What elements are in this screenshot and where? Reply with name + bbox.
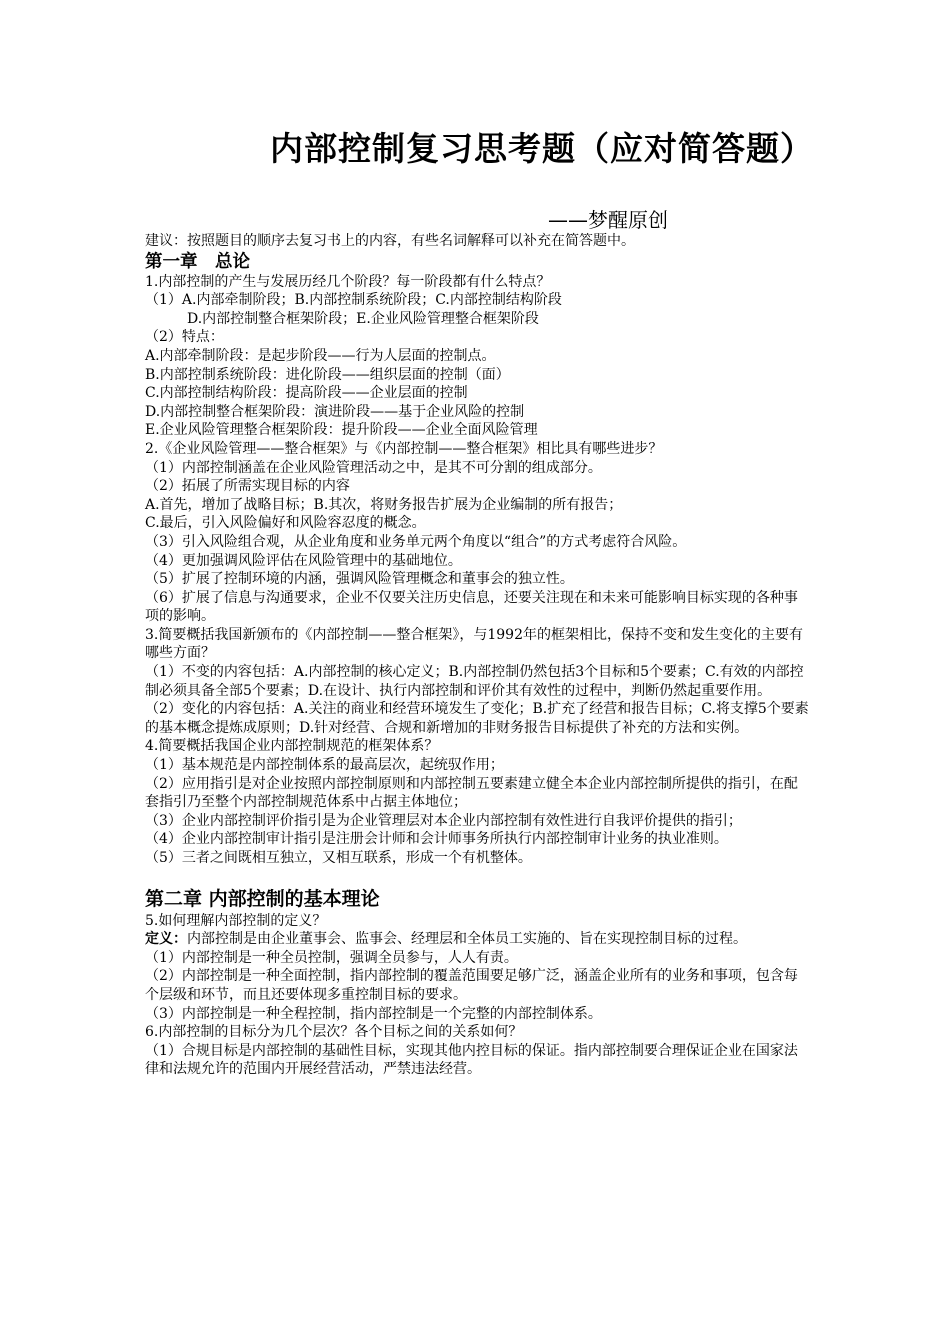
definition-label: 定义： [145, 931, 187, 948]
advice-text: 建议：按照题目的顺序去复习书上的内容，有些名词解释可以补充在简答题中。 [145, 233, 635, 249]
answer-line: （3）引入风险组合观，从企业角度和业务单元两个角度以“组合”的方式考虑符合风险。 [145, 533, 687, 550]
definition-text: 内部控制是由企业董事会、监事会、经理层和全体员工实施的、旨在实现控制目标的过程。 [187, 931, 747, 948]
answer-line: C.最后，引入风险偏好和风险容忍度的概念。 [145, 515, 426, 532]
definition [145, 930, 810, 949]
answer-line: （2）变化的内容包括：A.关注的商业和经营环境发生了变化；B.扩充了经营和报告目标；C.将支撑5个要素的基本概念提炼成原则；D.针对经营、合规和新增加的非财务报告目标提供了补充的方法和实例。 [145, 701, 809, 736]
question: 3.简要概括我国新颁布的《内部控制——整合框架》，与1992年的框架相比，保持不变和发生变化的主要有哪些方面？ [145, 626, 803, 662]
answer-line: （1）A.内部牵制阶段；B.内部控制系统阶段；C.内部控制结构阶段 [145, 292, 562, 309]
question: 6.内部控制的目标分为几个层次？各个目标之间的关系如何？ [145, 1024, 523, 1041]
chapter-heading: 第一章 总论 [145, 251, 250, 272]
answer-line: （2）应用指引是对企业按照内部控制原则和内部控制五要素建立健全本企业内部控制所提供的指引，在配套指引乃至整个内部控制规范体系中占据主体地位； [145, 775, 798, 811]
answer-line: （1）合规目标是内部控制的基础性目标，实现其他内控目标的保证。指内部控制要合理保证企业在国家法律和法规允许的范围内开展经营活动，严禁违法经营。 [145, 1042, 798, 1078]
answer-line: （3）内部控制是一种全程控制，指内部控制是一个完整的内部控制体系。 [145, 1005, 602, 1022]
answer-line: D.内部控制整合框架阶段；E.企业风险管理整合框架阶段 [187, 310, 539, 327]
answer-line: A.首先，增加了战略目标；B.其次，将财务报告扩展为企业编制的所有报告； [145, 496, 623, 513]
answer-line: （4）企业内部控制审计指引是注册会计师和会计师事务所执行内部控制审计业务的执业准则。 [145, 831, 728, 848]
question: 5.如何理解内部控制的定义？ [145, 912, 327, 929]
answer-line: （6）扩展了信息与沟通要求，企业不仅要关注历史信息，还要关注现在和未来可能影响目标实现的各种事项的影响。 [145, 589, 798, 625]
answer-line: D.内部控制整合框架阶段：演进阶段——基于企业风险的控制 [145, 403, 525, 420]
answer-line: （1）内部控制涵盖在企业风险管理活动之中，是其不可分割的组成部分。 [145, 459, 602, 476]
answer-line: （2）特点： [145, 329, 224, 346]
chapter-heading: 第二章 内部控制的基本理论 [145, 887, 380, 910]
answer-line: （5）三者之间既相互独立，又相互联系，形成一个有机整体。 [145, 850, 532, 866]
answer-line: A.内部牵制阶段：是起步阶段——行为人层面的控制点。 [145, 347, 496, 364]
question: 4.简要概括我国企业内部控制规范的框架体系？ [145, 738, 439, 755]
answer-line: （5）扩展了控制环境的内涵，强调风险管理概念和董事会的独立性。 [145, 571, 574, 588]
answer-line: C.内部控制结构阶段：提高阶段——企业层面的控制 [145, 385, 468, 402]
answer-line: （1）不变的内容包括：A.内部控制的核心定义；B.内部控制仍然包括3个目标和5个要素；C.有效的内部控制必须具备全部5个要素；D.在设计、执行内部控制和评价其有效性的过程中，判断仍然起重要作用。 [145, 664, 804, 699]
answer-line: E.企业风险管理整合框架阶段：提升阶段——企业全面风险管理 [145, 422, 538, 439]
page-title: 内部控制复习思考题（应对简答题） [270, 129, 814, 168]
answer-line: （3）企业内部控制评价指引是为企业管理层对本企业内部控制有效性进行自我评价提供的指引； [145, 812, 742, 829]
document-body [145, 232, 810, 1079]
question: 2.《企业风险管理——整合框架》与《内部控制——整合框架》相比具有哪些进步？ [145, 440, 663, 457]
answer-line: B.内部控制系统阶段：进化阶段——组织层面的控制（面） [145, 366, 510, 383]
answer-line: （1）内部控制是一种全员控制，强调全员参与，人人有责。 [145, 949, 518, 966]
author-line: ——梦醒原创 [548, 208, 668, 232]
answer-line: （1）基本规范是内部控制体系的最高层次，起统驭作用； [145, 757, 504, 774]
answer-line: （2）内部控制是一种全面控制，指内部控制的覆盖范围要足够广泛，涵盖企业所有的业务和事项，包含每个层级和环节，而且还要体现多重控制目标的要求。 [145, 968, 798, 1003]
answer-line: （4）更加强调风险评估在风险管理中的基础地位。 [145, 552, 462, 569]
question: 1.内部控制的产生与发展历经几个阶段？每一阶段都有什么特点？ [145, 273, 551, 290]
answer-line: （2）拓展了所需实现目标的内容 [145, 478, 350, 495]
